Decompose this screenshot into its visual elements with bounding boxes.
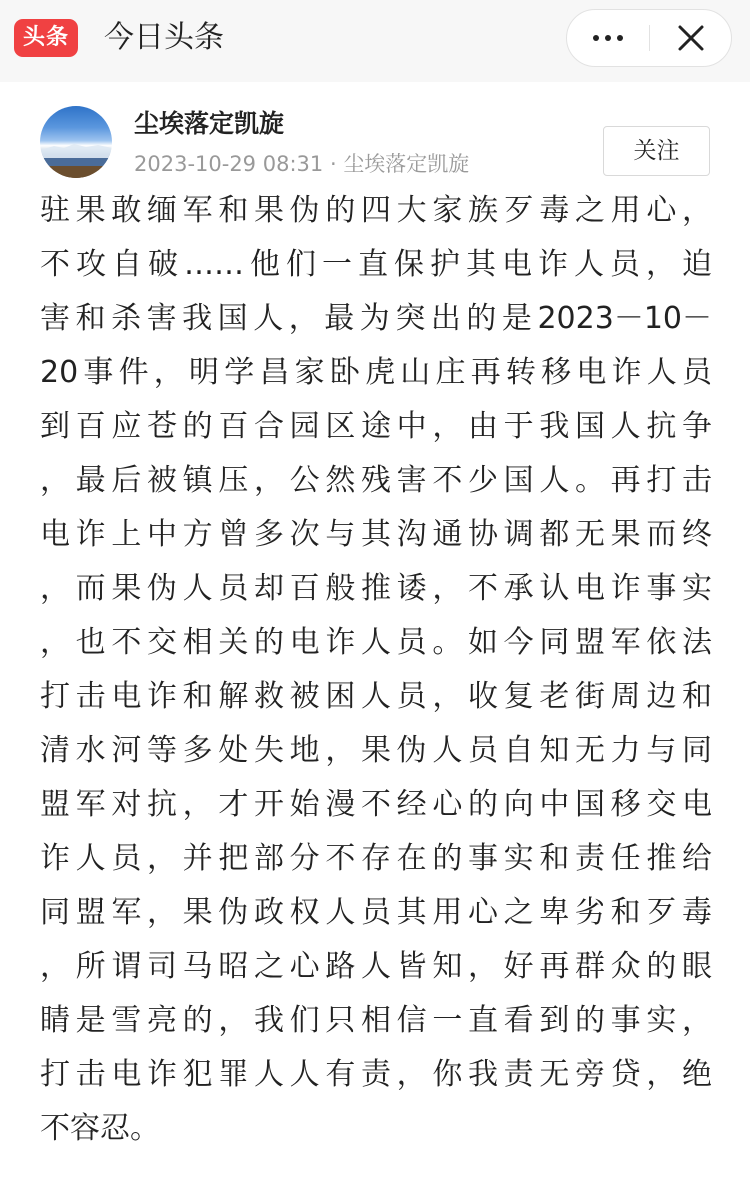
- article-line: 不攻自破……他们一直保护其电诈人员，迫: [40, 247, 712, 282]
- follow-button[interactable]: 关注: [603, 126, 710, 176]
- close-button[interactable]: [650, 10, 732, 66]
- more-button[interactable]: [567, 10, 649, 66]
- article-line: 不容忍。: [40, 1111, 160, 1146]
- top-nav-bar: [0, 0, 750, 82]
- article-body: [40, 184, 712, 1156]
- more-dots-icon: [617, 35, 623, 41]
- article-line: 到百应苍的百合园区途中，由于我国人抗争: [40, 409, 712, 444]
- author-avatar[interactable]: [40, 106, 112, 178]
- close-icon: [677, 24, 705, 52]
- article-line: 睛是雪亮的，我们只相信一直看到的事实，: [40, 1003, 712, 1038]
- article-line: 打击电诈和解救被困人员，收复老街周边和: [40, 679, 712, 714]
- article-line: 盟军对抗，才开始漫不经心的向中国移交电: [40, 787, 712, 822]
- article-line: ，也不交相关的电诈人员。如今同盟军依法: [40, 625, 712, 660]
- article-line: 驻果敢缅军和果伪的四大家族歹毒之用心，: [40, 193, 712, 228]
- more-dots-icon: [593, 35, 599, 41]
- post-timestamp: 2023-10-29 08:31: [134, 152, 324, 176]
- article-line: 害和杀害我国人，最为突出的是2023－10－: [40, 301, 712, 336]
- app-title: 今日头条: [104, 20, 224, 55]
- article-line: ，而果伪人员却百般推诿，不承认电诈事实: [40, 571, 712, 606]
- article-line: 清水河等多处失地，果伪人员自知无力与同: [40, 733, 712, 768]
- meta-separator: ·: [329, 152, 337, 176]
- article-line: ，所谓司马昭之心路人皆知，好再群众的眼: [40, 949, 712, 984]
- post-meta: [134, 148, 469, 180]
- article-line: ，最后被镇压，公然残害不少国人。再打击: [40, 463, 712, 498]
- article-line: 电诈上中方曾多次与其沟通协调都无果而终: [40, 517, 712, 552]
- article-line: 打击电诈犯罪人人有责，你我责无旁贷，绝: [40, 1057, 712, 1092]
- post-source: 尘埃落定凯旋: [343, 152, 470, 176]
- mini-program-capsule: [566, 9, 732, 67]
- article-line: 同盟军，果伪政权人员其用心之卑劣和歹毒: [40, 895, 712, 930]
- article-line: 诈人员，并把部分不存在的事实和责任推给: [40, 841, 712, 876]
- more-dots-icon: [605, 35, 611, 41]
- author-name[interactable]: 尘埃落定凯旋: [134, 109, 285, 138]
- landscape-avatar-icon: [40, 106, 112, 178]
- article-line: 20事件，明学昌家卧虎山庄再转移电诈人员: [40, 355, 712, 390]
- app-logo: 头条: [14, 19, 78, 57]
